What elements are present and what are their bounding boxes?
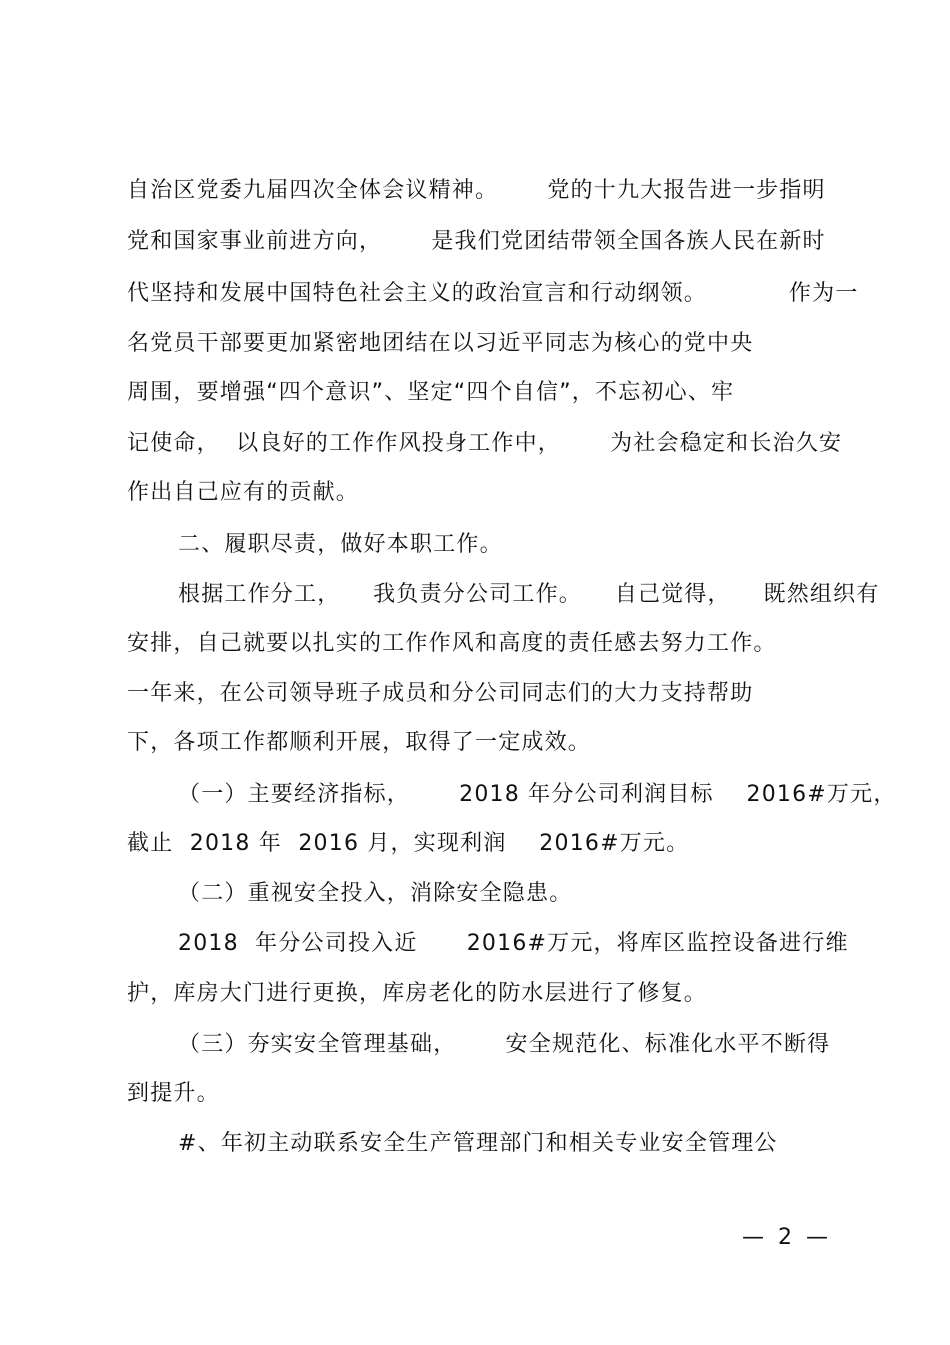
subsection-line: （三）夯实安全管理基础， 安全规范化、标准化水平不断得 <box>178 1032 831 1057</box>
paragraph-line: 下，各项工作都顺利开展，取得了一定成效。 <box>127 730 592 755</box>
subsection-heading: （二）重视安全投入，消除安全隐患。 <box>178 881 573 906</box>
paragraph-line: 根据工作分工， 我负责分公司工作。 自己觉得， 既然组织有 <box>178 582 880 607</box>
section-heading: 二、履职尽责，做好本职工作。 <box>178 532 503 557</box>
paragraph-line: #、年初主动联系安全生产管理部门和相关专业安全管理公 <box>178 1131 778 1156</box>
paragraph-line: 作出自己应有的贡献。 <box>127 480 360 505</box>
paragraph-line: 党和国家事业前进方向， 是我们党团结带领全国各族人民在新时 <box>127 229 826 254</box>
page-number: — 2 — <box>742 1225 828 1250</box>
paragraph-line: 到提升。 <box>127 1081 220 1106</box>
paragraph-line: 周围，要增强“四个意识”、坚定“四个自信”，不忘初心、牢 <box>127 380 735 405</box>
paragraph-line: 自治区党委九届四次全体会议精神。 党的十九大报告进一步指明 <box>127 178 826 203</box>
paragraph-line: 一年来，在公司领导班子成员和分公司同志们的大力支持帮助 <box>127 681 754 706</box>
paragraph-line: 2018 年分公司投入近 2016#万元，将库区监控设备进行维 <box>178 931 849 956</box>
paragraph-line: 记使命， 以良好的工作作风投身工作中， 为社会稳定和长治久安 <box>127 431 843 456</box>
paragraph-line: 截止 2018 年 2016 月，实现利润 2016#万元。 <box>127 831 690 856</box>
paragraph-line: 安排，自己就要以扎实的工作作风和高度的责任感去努力工作。 <box>127 631 777 656</box>
subsection-line: （一）主要经济指标， 2018 年分公司利润目标 2016#万元， <box>178 782 897 807</box>
paragraph-line: 护，库房大门进行更换，库房老化的防水层进行了修复。 <box>127 981 708 1006</box>
paragraph-line: 名党员干部要更加紧密地团结在以习近平同志为核心的党中央 <box>127 331 754 356</box>
paragraph-line: 代坚持和发展中国特色社会主义的政治宣言和行动纲领。 作为一 <box>127 281 859 306</box>
